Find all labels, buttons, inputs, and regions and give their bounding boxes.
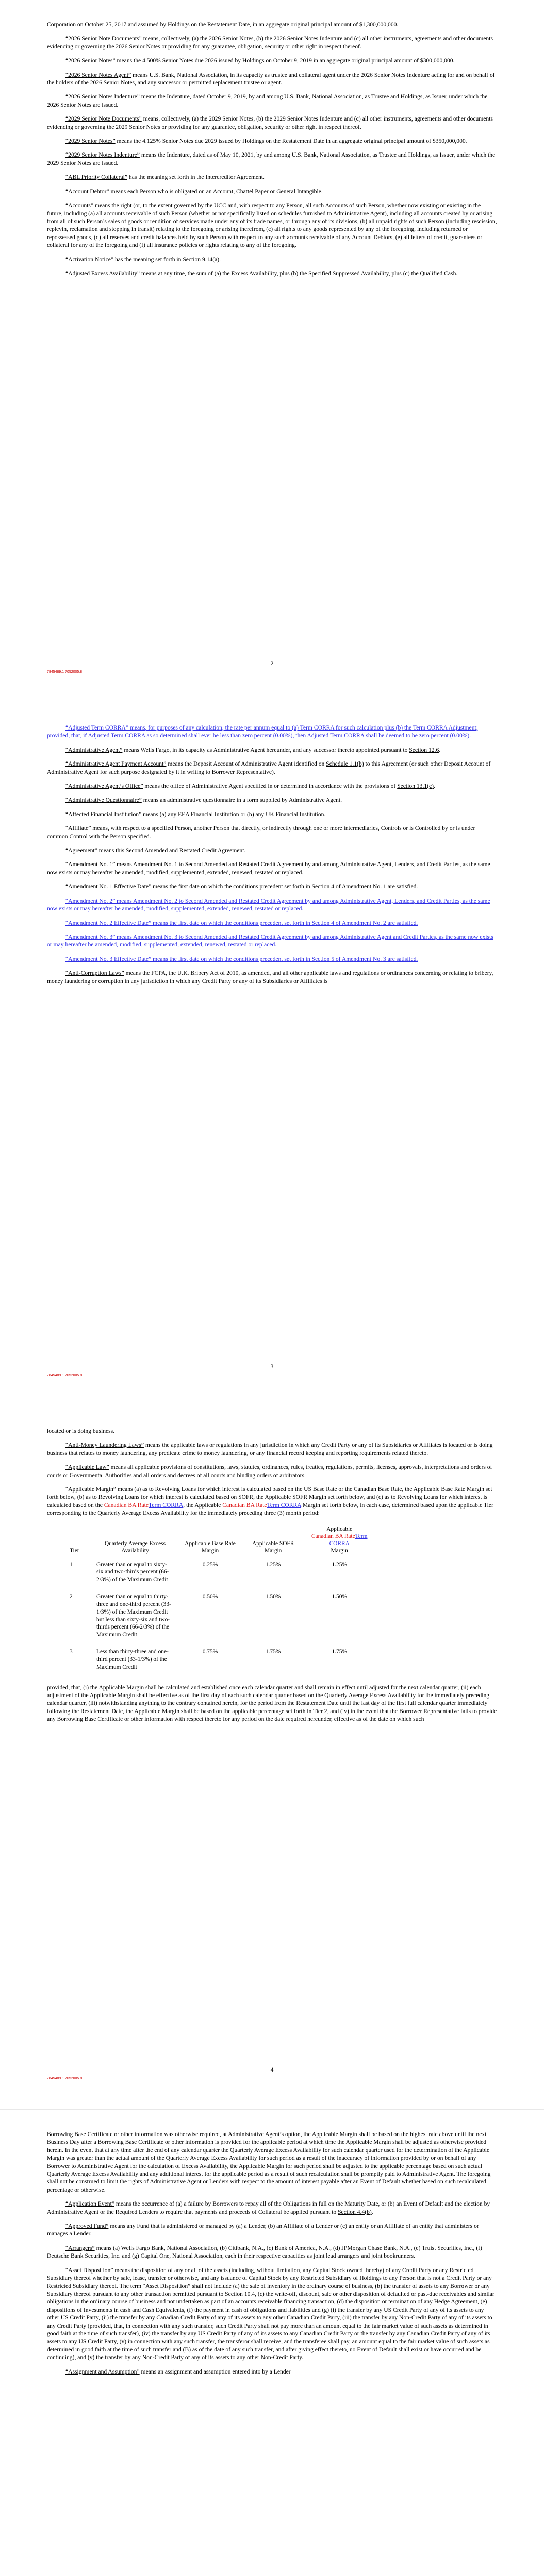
table-row	[67, 1557, 376, 1589]
base-rate-cell: 0.50%	[202, 1594, 218, 1600]
definition-applicable-margin: “Applicable Margin” means (a) as to Revolving Loans for which interest is calculated based on the US Base Rate or the Canadian Base Rate, the Applicable Base Rate Margin set forth below, (b) as to Revolving Loans for which interest is calculated based on SOFR, the Applicable SOFR Margin set forth below, and (c) as to Revolving Loans for which interest is calculated based on the Canadian BA RateTerm CORRA, the Applicable Canadian BA RateTerm CORRA Margin set forth below, in each case, determined based upon the applicable Tier corresponding to the Quarterly Average Excess Availability for the immediately preceding three (3) month period:	[47, 1486, 493, 1517]
defined-term: “Account Debtor”	[65, 188, 109, 195]
deleted-text: Canadian BA Rate	[311, 1533, 355, 1539]
definition-affiliate: “Affiliate” means, with respect to a specified Person, another Person that directly, or indirectly through one or more intermediaries, Controls or is Controlled by or is under common Control with the Person specified.	[47, 825, 475, 840]
availability-cell: Greater than or equal to sixty-six and two-thirds percent (66-2/3%) of the Maximum Credit	[96, 1561, 169, 1583]
canadian-cell: 1.50%	[332, 1594, 347, 1600]
column-header-base-rate-margin: Applicable Base Rate Margin	[185, 1540, 236, 1554]
sofr-cell: 1.75%	[265, 1649, 281, 1655]
definition-administrative-agent-payment-account: “Administrative Agent Payment Account” means the Deposit Account of Administrative Agent identified on Schedule 1.1(b) to this Agreement (or such other Deposit Account of Administrative Agent for such purpose designated by it in writing to Borrower Representative).	[47, 760, 491, 775]
base-rate-cell: 0.25%	[202, 1561, 218, 1568]
deleted-text: Canadian BA Rate	[222, 1501, 267, 1509]
defined-term: “Administrative Agent”	[65, 746, 123, 753]
definition-2026-senior-notes-indenture: “2026 Senior Notes Indenture” means the Indenture, dated October 9, 2019, by and among U.S. Bank, National Association, as Trustee and Holdings, as Issuer, under which the 2026 Senior Notes are issued.	[47, 93, 488, 108]
defined-term: “2029 Senior Notes Indenture”	[65, 151, 140, 159]
defined-term: “Amendment No. 1 Effective Date”	[65, 883, 152, 890]
definition-anti-money-laundering-laws: “Anti-Money Laundering Laws” means the applicable laws or regulations in any jurisdiction in which any Credit Party or any of its Subsidiaries or Affiliates is located or is doing business that relates to money laundering, any predicate crime to money laundering, or any financial record keeping and reporting requirements related thereto.	[47, 1442, 493, 1456]
definition-asset-disposition: “Asset Disposition” means the disposition of any or all of the assets (including, without limitation, any Capital Stock owned thereby) of any Credit Party or any Restricted Subsidiary thereof whether by sale, lease, transfer or otherwise, and any issuance of Capital Stock by any Restricted Subsidiary of Holdings to any Person that is not a Credit Party or any Restricted Subsidiary thereof. The term “Asset Disposition” shall not include (a) the sale of inventory in the ordinary course of business, (b) the transfer of assets to any Borrower or any Subsidiary thereof pursuant to any other transaction permitted pursuant to Section 10.4, (c) the write-off, discount, sale or other disposition of defaulted or past-due receivables and similar obligations in the ordinary course of business and not undertaken as part of an accounts receivable financing transaction, (d) the disposition or termination of any Hedge Agreement, (e) dispositions of Investments in cash and Cash Equivalents, (f) the payment in cash of obligations and liabilities and (g) (i) the transfer by any US Credit Party of any of its assets to any other US Credit Party, (ii) the transfer by any Canadian Credit Party of any of its assets to any other Canadian Credit Party, (iii) the transfer by any Non-Credit Party of any of its assets to any Credit Party (provided, that, in connection with any such transfer, such Credit Party shall not pay more than an amount equal to the fair market value of such assets as determined in good faith at the time of such transfer), (iv) the transfer by any US Credit Party of any of its assets to any Canadian Credit Party or the transfer by any Canadian Credit Party of any of its assets to any US Credit Party, (v) in connection with any such transfer, the transferor shall receive, and the transferee shall pay, an amount equal to the fair market value of such assets as determined in good faith at the time of such transfer and (B) as of the date of any such transfer, and after giving effect thereto, no Event of Default shall exist or have occurred and be continuing), and (v) the transfer by any Non-Credit Party of any of its assets to any other Non-Credit Party.	[47, 2266, 494, 2361]
section-reference: Section 9.14(a)	[183, 256, 220, 263]
column-header-sofr-margin: Applicable SOFR Margin	[252, 1540, 294, 1554]
document-page-5	[0, 2110, 544, 2576]
defined-term: “Administrative Agent’s Office”	[65, 783, 143, 790]
defined-term: “2029 Senior Notes”	[65, 138, 116, 145]
definition-administrative-questionnaire: “Administrative Questionnaire” means an administrative questionnaire in a form supplied by Administrative Agent.	[65, 796, 342, 804]
inserted-definition-amendment-no-3: “Amendment No. 3” means Amendment No. 3 to Second Amended and Restated Credit Agreement by and among Administrative Agent and Credit Parties, as the same now exists or may hereafter be amended, modified, supplemented, extended, renewed, restated or replaced.	[47, 933, 493, 948]
definition-assignment-and-assumption: “Assignment and Assumption” means an assignment and assumption entered into by a Lender	[65, 2368, 291, 2375]
paragraph-continuation: located or is doing business.	[47, 1428, 115, 1434]
definition-administrative-agents-office: “Administrative Agent’s Office” means the office of Administrative Agent specified in or determined in accordance with the provisions of Section 13.1(c).	[65, 783, 435, 790]
section-reference: Section 12.6	[409, 746, 439, 753]
defined-term: “Amendment No. 1”	[65, 861, 116, 868]
defined-term: “2026 Senior Notes Agent”	[65, 71, 131, 78]
column-header-availability: Quarterly Average Excess Availability	[104, 1540, 166, 1554]
inserted-definition-amendment-no-3-effective-date: “Amendment No. 3 Effective Date” means the first date on which the conditions precedent set forth in Section 5 of Amendment No. 3 are satisfied.	[65, 955, 418, 962]
definition-2029-senior-note-documents: “2029 Senior Note Documents” means, collectively, (a) the 2029 Senior Notes, (b) the 2029 Senior Notes Indenture and (c) all other instruments, agreements and other documents evidencing or governing the 2029 Senior Notes or providing for any guarantee, obligation, security or other right in respect thereof.	[47, 115, 493, 130]
defined-term: “2026 Senior Notes Indenture”	[65, 93, 140, 100]
definition-administrative-agent: “Administrative Agent” means Wells Fargo, in its capacity as Administrative Agent hereunder, and any successor thereto appointed pursuant to Section 12.6.	[65, 746, 441, 753]
definition-application-event: “Application Event” means the occurrence of (a) a failure by Borrowers to repay all of the Obligations in full on the Maturity Date, or (b) an Event of Default and the election by Administrative Agent or the Required Lenders to require that payments and proceeds of Collateral be applied pursuant to Section 4.4(b).	[47, 2200, 490, 2215]
defined-term: “2029 Senior Note Documents”	[65, 115, 142, 123]
inserted-definition-amendment-no-2-effective-date: “Amendment No. 2 Effective Date” means the first date on which the conditions precedent set forth in Section 4 of Amendment No. 2 are satisfied.	[65, 919, 418, 926]
deleted-text: Canadian BA Rate	[104, 1501, 149, 1509]
defined-term: “2026 Senior Notes”	[65, 57, 116, 64]
definition-2026-senior-note-documents: “2026 Senior Note Documents” means, collectively, (a) the 2026 Senior Notes, (b) the 2026 Senior Notes Indenture and (c) all other instruments, agreements and other documents evidencing or governing the 2026 Senior Notes or providing for any guarantee, obligation, security or other right in respect thereof.	[47, 35, 493, 50]
tier-cell: 2	[70, 1594, 73, 1600]
column-header-canadian-margin: Applicable Canadian BA RateTerm CORRA Margin	[311, 1526, 368, 1554]
definition-affected-financial-institution: “Affected Financial Institution” means (a) any EEA Financial Institution or (b) any UK Financial Institution.	[65, 810, 326, 818]
defined-term: “Affected Financial Institution”	[65, 810, 142, 818]
defined-term: “ABL Priority Collateral”	[65, 174, 127, 181]
inserted-text: Term CORRA	[149, 1501, 184, 1509]
definition-activation-notice: “Activation Notice” has the meaning set forth in Section 9.14(a).	[65, 256, 221, 263]
defined-term: “2026 Senior Note Documents”	[65, 35, 142, 42]
inserted-text: Term CORRA	[329, 1533, 368, 1547]
table-header-row	[67, 1523, 376, 1557]
sofr-cell: 1.50%	[265, 1594, 281, 1600]
paragraph-continuation: Borrowing Base Certificate or other information was otherwise required, at Administrative Agent’s option, the Applicable Margin shall be based on the highest rate above until the next Business Day after a Borrowing Base Certificate or other information is provided for the applicable period at which time the Applicable Margin shall be adjusted as otherwise provided herein. In the event that at any time after the end of any calendar quarter the Quarterly Average Excess Availability for such calendar quarter used for the determination of the Applicable Margin was greater than the actual amount of the Quarterly Average Excess Availability for such period as a result of the inaccuracy of information provided by or on behalf of any Borrower to Administrative Agent for the calculation of Excess Availability, the Applicable Margin for such period shall be adjusted to the applicable percentage based on such actual Quarterly Average Excess Availability and any additional interest for the applicable period as a result of such recalculation shall be promptly paid to Administrative Agent. The foregoing shall not be construed to limit the rights of Administrative Agent or Lenders with respect to the amount of interest payable after an Event of Default whether based on such recalculated percentage or otherwise.	[47, 2131, 491, 2193]
page-number: 2	[270, 660, 274, 667]
defined-term: “Applicable Margin”	[65, 1486, 116, 1493]
defined-term: “Arrangers”	[65, 2244, 95, 2251]
column-header-tier: Tier	[70, 1548, 79, 1554]
definition-adjusted-excess-availability: “Adjusted Excess Availability” means at any time, the sum of (a) the Excess Availability, plus (b) the Specified Suppressed Availability, plus (c) the Qualified Cash.	[65, 269, 458, 277]
page-number: 4	[270, 2066, 274, 2073]
defined-term: “Administrative Questionnaire”	[65, 796, 142, 804]
defined-term: “Agreement”	[65, 847, 97, 854]
paragraph-continuation: Corporation on October 25, 2017 and assumed by Holdings on the Restatement Date, in an aggregate original principal amount of $1,300,000,000.	[47, 21, 399, 28]
definition-account-debtor: “Account Debtor” means each Person who is obligated on an Account, Chattel Paper or General Intangible.	[65, 188, 323, 195]
canadian-cell: 1.25%	[332, 1561, 347, 1568]
definition-2029-senior-notes-indenture: “2029 Senior Notes Indenture” means the Indenture, dated as of May 10, 2021, by and among U.S. Bank, National Association, as Trustee and Holdings, as Issuer, under which the 2029 Senior Notes are issued.	[47, 151, 496, 166]
document-footer: 7845489.1 7052005.8	[47, 1374, 83, 1377]
section-reference: Section 13.1(c)	[397, 783, 434, 790]
definition-2026-senior-notes-agent: “2026 Senior Notes Agent” means U.S. Bank, National Association, in its capacity as trustee and collateral agent under the 2026 Senior Notes Indenture acting for and on behalf of the holders of the 2026 Senior Notes, and any successor or permitted replacement trustee or agent.	[47, 71, 495, 87]
defined-term: “Application Event”	[65, 2200, 114, 2208]
defined-term: “Asset Disposition”	[65, 2266, 113, 2274]
document-page-2	[0, 0, 544, 703]
definition-accounts: “Accounts” means the right (or, to the extent governed by the UCC and, with respect to any Person, all such Accounts of such Person, whether now existing or existing in the future, including (a) all accounts receivable of such Person (whether or not specifically listed on schedules furnished to Administrative Agent), including all accounts created by or arising from all of such Person’s sales of goods or rendition of services made under any of its trade names, or through any of its divisions, (b) all unpaid rights of such Person (including rescission, replevin, reclamation and stopping in transit) relating to the foregoing or arising therefrom, (c) all rights to any goods represented by any of the foregoing, including returned or repossessed goods, (d) all reserves and credit balances held by such Person with respect to any such accounts receivable of any Account Debtors, (e) all letters of credit, guarantees or collateral for any of the foregoing and (f) all insurance policies or rights relating to any of the foregoing.	[47, 202, 497, 249]
definition-arrangers: “Arrangers” means (a) Wells Fargo Bank, National Association, (b) Citibank, N.A., (c) Bank of America, N.A., (d) JPMorgan Chase Bank, N.A., (e) Truist Securities, Inc., (f) Deutsche Bank Securities, Inc. and (g) Capital One, National Association, each in their respective capacities as joint lead arrangers and joint bookrunners.	[47, 2244, 482, 2260]
definition-2026-senior-notes: “2026 Senior Notes” means the 4.500% Senior Notes due 2026 issued by Holdings on October 9, 2019 in an aggregate original principal amount of $300,000,000.	[65, 57, 455, 64]
proviso-paragraph: provided, that, (i) the Applicable Margin shall be calculated and established once each calendar quarter and shall remain in effect until adjusted for the next calendar quarter, (ii) each adjustment of the Applicable Margin shall be effective as of the first day of each such calendar quarter based on the Quarterly Average Excess Availability for the immediately preceding calendar quarter, (iii) notwithstanding anything to the contrary contained herein, for the period from the Restatement Date until the last day of the first full calendar quarter immediately following the Restatement Date, the Applicable Margin shall be based on the applicable percentage set forth in Tier 2, and (iv) in the event that the Borrower Representative fails to provide any Borrowing Base Certificate or other information with respect thereto for any period on the date required hereunder, effective as of the date on which such	[47, 1684, 497, 1723]
applicable-margin-table	[67, 1523, 376, 1676]
defined-term: “Accounts”	[65, 202, 94, 209]
defined-term: “Assignment and Assumption”	[65, 2368, 140, 2375]
inserted-definition-adjusted-term-corra: “Adjusted Term CORRA” means, for purposes of any calculation, the rate per annum equal to (a) Term CORRA for such calculation plus (b) the Term CORRA Adjustment; provided, that, if Adjusted Term CORRA as so determined shall ever be less than zero percent (0.00%), then Adjusted Term CORRA shall be deemed to be zero percent (0.00%).	[47, 724, 478, 739]
definition-amendment-no-1: “Amendment No. 1” means Amendment No. 1 to Second Amended and Restated Credit Agreement by and among Administrative Agent, Lenders, and Credit Parties, as the same now exists or may hereafter be amended, modified, supplemented, extended, renewed, restated or replaced.	[47, 861, 490, 876]
defined-term: “Applicable Law”	[65, 1464, 109, 1471]
document-page-3	[0, 703, 544, 1406]
definition-applicable-law: “Applicable Law” means all applicable provisions of constitutions, laws, statutes, ordinances, rules, treaties, regulations, permits, licenses, approvals, interpretations and orders of courts or Governmental Authorities and all orders and decrees of all courts and binding orders of arbitrators.	[47, 1464, 492, 1479]
defined-term: “Adjusted Excess Availability”	[65, 269, 140, 277]
defined-term: “Anti-Money Laundering Laws”	[65, 1442, 144, 1449]
table-row	[67, 1644, 376, 1676]
availability-cell: Less than thirty-three and one-third percent (33-1/3%) of the Maximum Credit	[96, 1649, 169, 1670]
document-footer: 7845489.1 7052005.8	[47, 670, 83, 674]
defined-term: “Affiliate”	[65, 825, 91, 832]
defined-term: “Activation Notice”	[65, 256, 114, 263]
tier-cell: 1	[70, 1561, 73, 1568]
definition-anti-corruption-laws: “Anti-Corruption Laws” means the FCPA, the U.K. Bribery Act of 2010, as amended, and all other applicable laws and regulations or ordinances concerning or relating to bribery, money laundering or corruption in any jurisdiction in which any Credit Party or any of its Subsidiaries or Affiliates is	[47, 970, 493, 985]
definition-2029-senior-notes: “2029 Senior Notes” means the 4.125% Senior Notes due 2029 issued by Holdings on the Restatement Date in an aggregate original principal amount of $350,000,000.	[65, 138, 467, 145]
definition-approved-fund: “Approved Fund” means any Fund that is administered or managed by (a) a Lender, (b) an Affiliate of a Lender or (c) an entity or an Affiliate of an entity that administers or manages a Lender.	[47, 2223, 479, 2238]
tier-cell: 3	[70, 1649, 73, 1655]
base-rate-cell: 0.75%	[202, 1649, 218, 1655]
defined-term: “Anti-Corruption Laws”	[65, 970, 124, 977]
defined-term: “Administrative Agent Payment Account”	[65, 760, 167, 768]
inserted-text: Term CORRA	[267, 1501, 301, 1509]
section-reference: Section 4.4(b)	[338, 2208, 372, 2215]
proviso-word: provided	[47, 1684, 69, 1691]
document-page-4	[0, 1406, 544, 2110]
definition-amendment-no-1-effective-date: “Amendment No. 1 Effective Date” means the first date on which the conditions precedent set forth in Section 4 of Amendment No. 1 are satisfied.	[65, 883, 418, 890]
sofr-cell: 1.25%	[265, 1561, 281, 1568]
definition-agreement: “Agreement” means this Second Amended and Restated Credit Agreement.	[65, 847, 246, 854]
document-footer: 7845489.1 7052005.8	[47, 2077, 83, 2080]
table-row	[67, 1589, 376, 1644]
definition-abl-priority-collateral: “ABL Priority Collateral” has the meaning set forth in the Intercreditor Agreement.	[65, 174, 265, 181]
inserted-definition-amendment-no-2: “Amendment No. 2” means Amendment No. 2 to Second Amended and Restated Credit Agreement by and among Administrative Agent, Lenders, and Credit Parties, as the same now exists or may hereafter be amended, modified, supplemented, extended, renewed, restated or replaced.	[47, 897, 490, 912]
page-number: 3	[270, 1363, 274, 1370]
availability-cell: Greater than or equal to thirty-three and one-third percent (33-1/3%) of the Maximum Credit but less than sixty-six and two-thirds percent (66-2/3%) of the Maximum Credit	[96, 1594, 171, 1638]
defined-term: “Approved Fund”	[65, 2223, 109, 2230]
canadian-cell: 1.75%	[332, 1649, 347, 1655]
section-reference: Schedule 1.1(b)	[326, 760, 364, 768]
